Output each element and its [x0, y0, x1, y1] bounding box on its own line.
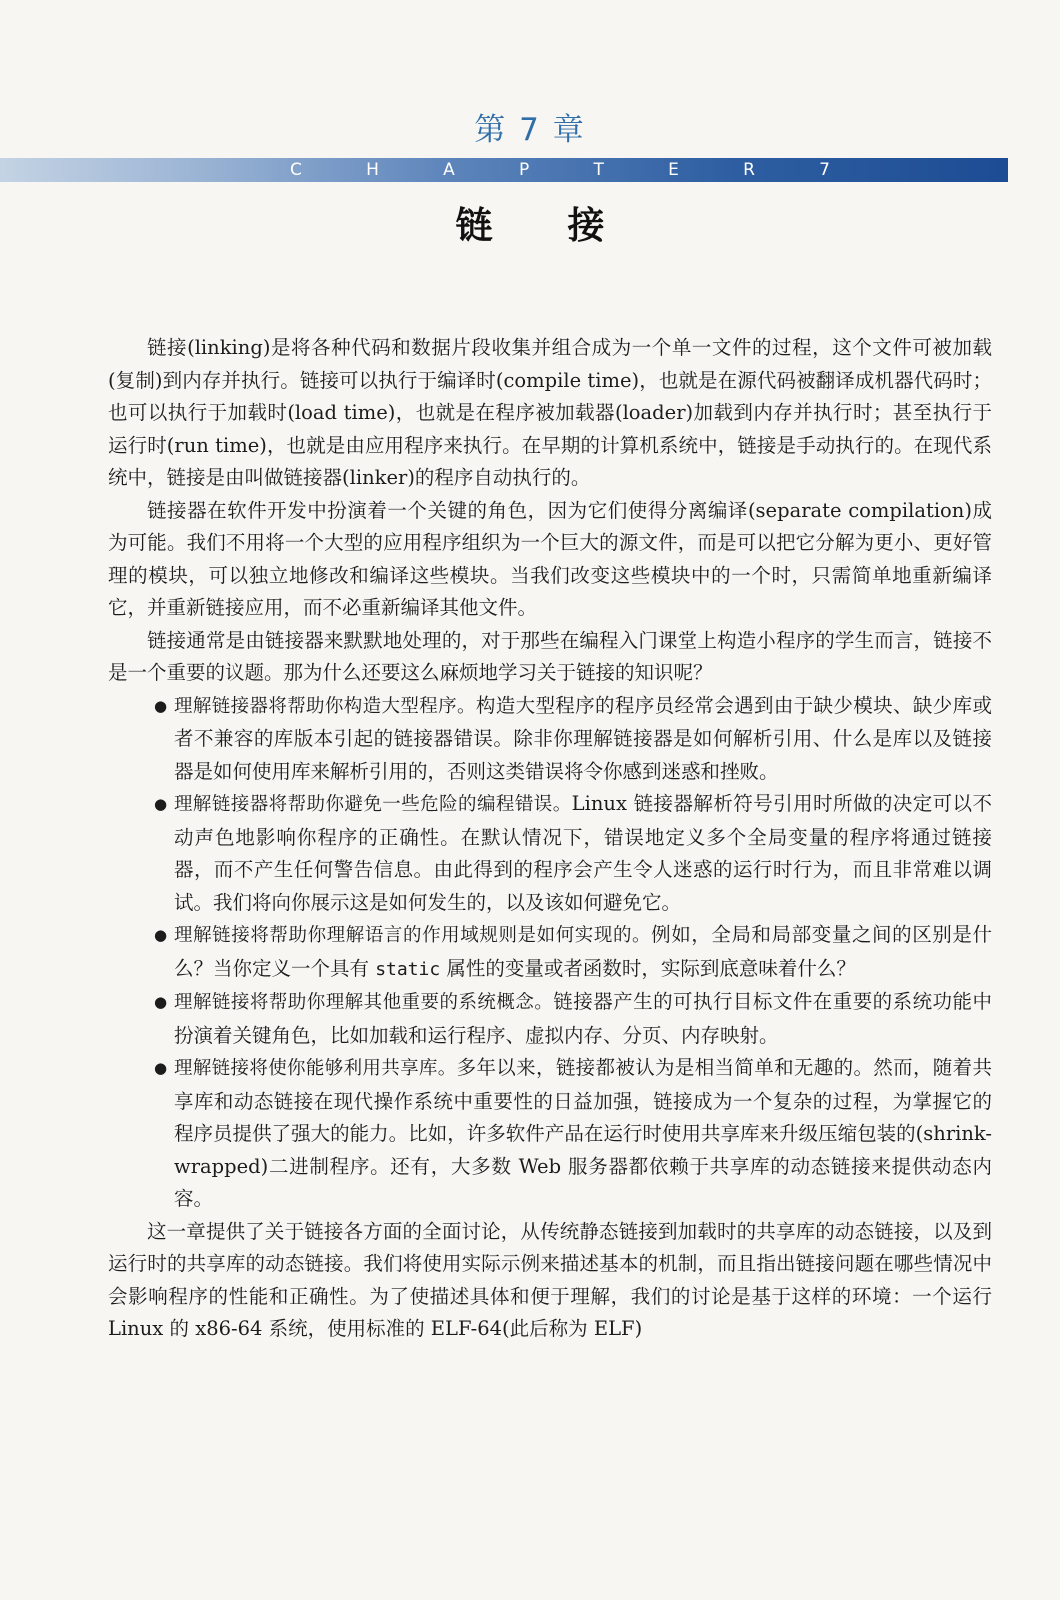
bullet-text: 构造大型程序的程序员经常会遇到由于缺少模块、缺少库或者不兼容的库版本引起的链接器错误。除非你理解链接器是如何解析引用、什么是库以及链接器是如何使用库来解析引用的，否则这类错误将令你感到迷惑和挫败。	[174, 693, 992, 783]
bullet-icon: ●	[154, 795, 168, 813]
band-letter: T	[593, 160, 604, 180]
list-item	[108, 1052, 992, 1216]
bullet-lead: 理解链接器将帮助你构造大型程序。	[174, 695, 476, 717]
bullet-lead: 理解链接将帮助你理解语言的作用域规则是如何实现的。	[174, 925, 652, 946]
band-letter: E	[668, 160, 679, 180]
bullet-icon: ●	[154, 696, 168, 715]
bullet-icon: ●	[154, 926, 168, 944]
band-letter: H	[366, 160, 379, 180]
closing-paragraph: 这一章提供了关于链接各方面的全面讨论，从传统静态链接到加载时的共享库的动态链接，以及到运行时的共享库的动态链接。我们将使用实际示例来描述基本的机制，而且指出链接问题在哪些情况中会影响程序的性能和正确性。为了使描述具体和便于理解，我们的讨论是基于这样的环境：一个运行 Linux 的 x86-64 系统，使用标准的 ELF-64(此后称为 ELF)	[108, 1219, 992, 1340]
chapter-band	[0, 158, 1008, 182]
chapter-title: 链接	[455, 203, 680, 247]
bullet-lead: 理解链接将帮助你理解其他重要的系统概念。	[174, 992, 554, 1013]
band-letter: C	[290, 160, 302, 180]
band-letter: A	[443, 160, 455, 180]
band-letter: 7	[819, 160, 830, 180]
reasons-list	[108, 690, 992, 1216]
bullet-lead: 理解链接器将帮助你避免一些危险的编程错误。	[174, 794, 572, 815]
bullet-text: 多年以来，链接都被认为是相当简单和无趣的。然而，随着共享库和动态链接在现代操作系统中重要性的日益加强，链接成为一个复杂的过程，为掌握它的程序员提供了强大的能力。比如，许多软件产品在运行时使用共享库来升级压缩包装的(shrink-wrapped)二进制程序。还有，大多数 Web 服务器都依赖于共享库的动态链接来提供动态内容。	[174, 1056, 992, 1210]
bullet-icon: ●	[154, 993, 168, 1011]
list-item	[108, 986, 992, 1052]
bullet-text: Linux 链接器解析符号引用时所做的决定可以不动声色地影响你程序的正确性。在默认情况下，错误地定义多个全局变量的程序将通过链接器，而不产生任何警告信息。由此得到的程序会产生令人迷惑的运行时行为，而且非常难以调试。我们将向你展示这是如何发生的，以及该如何避免它。	[174, 792, 992, 914]
code-keyword: static	[375, 958, 441, 980]
band-letter: R	[743, 160, 755, 180]
bullet-text: 链接器产生的可执行目标文件在重要的系统功能中扮演着关键角色，比如加载和运行程序、虚拟内存、分页、内存映射。	[174, 990, 992, 1047]
list-item	[108, 788, 992, 919]
band-letter: P	[519, 160, 530, 180]
bullet-text: 例如，全局和局部变量之间的区别是什么？当你定义一个具有	[174, 923, 992, 980]
list-item	[108, 690, 992, 789]
intro-paragraph: 链接通常是由链接器来默默地处理的，对于那些在编程入门课堂上构造小程序的学生而言，链接不是一个重要的议题。那为什么还要这么麻烦地学习关于链接的知识呢？	[108, 628, 992, 684]
bullet-text: 属性的变量或者函数时，实际到底意味着什么？	[440, 956, 856, 980]
chapter-number: 第 7 章	[474, 112, 586, 148]
bullet-icon: ●	[154, 1059, 168, 1077]
chapter-band-letters	[290, 158, 830, 182]
bullet-lead: 理解链接将使你能够利用共享库。	[174, 1058, 457, 1079]
body-text	[108, 332, 992, 1346]
intro-paragraph: 链接器在软件开发中扮演着一个关键的角色，因为它们使得分离编译(separate compilation)成为可能。我们不用将一个大型的应用程序组织为一个巨大的源文件，而是可以把它分解为更小、更好管理的模块，可以独立地修改和编译这些模块。当我们改变这些模块中的一个时，只需简单地重新编译它，并重新链接应用，而不必重新编译其他文件。	[108, 498, 992, 619]
intro-paragraph: 链接(linking)是将各种代码和数据片段收集并组合成为一个单一文件的过程，这个文件可被加载(复制)到内存并执行。链接可以执行于编译时(compile time)，也就是在源代码被翻译成机器代码时；也可以执行于加载时(load time)，也就是在程序被加载器(loader)加载到内存并执行时；甚至执行于运行时(run time)，也就是由应用程序来执行。在早期的计算机系统中，链接是手动执行的。在现代系统中，链接是由叫做链接器(linker)的程序自动执行的。	[108, 336, 992, 489]
list-item	[108, 919, 992, 986]
